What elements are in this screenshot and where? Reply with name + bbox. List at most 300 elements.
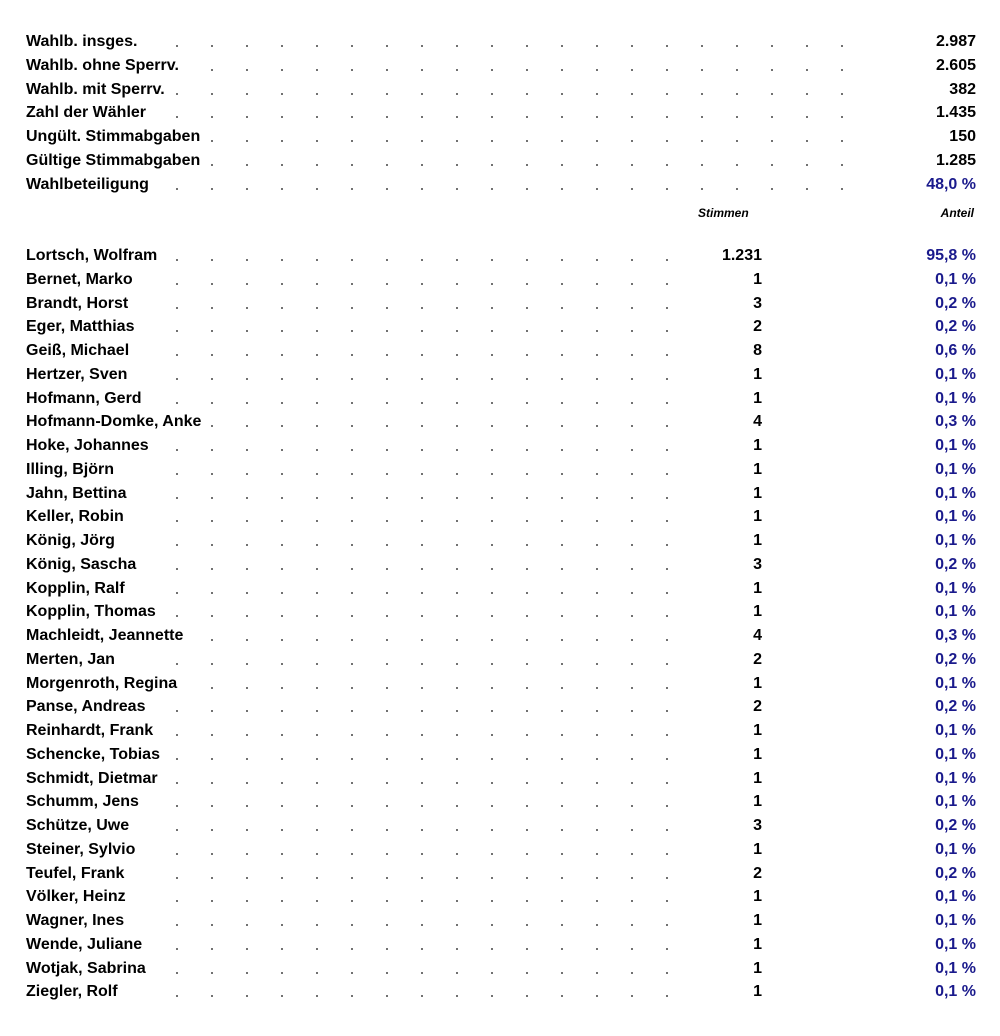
leader-dot — [386, 663, 388, 665]
leader-dot — [176, 544, 178, 546]
candidate-votes: 3 — [749, 292, 762, 316]
leader-dot — [281, 758, 283, 760]
candidate-votes: 1 — [749, 909, 762, 933]
leader-dot — [491, 188, 493, 190]
candidate-share: 0,1 % — [931, 505, 976, 529]
leader-dot — [456, 782, 458, 784]
leader-dot — [561, 164, 563, 166]
leader-dot — [386, 782, 388, 784]
leader-dot — [246, 592, 248, 594]
leader-dot — [666, 93, 668, 95]
candidate-share: 0,2 % — [931, 814, 976, 838]
leader-dot — [771, 45, 773, 47]
leader-dot — [456, 164, 458, 166]
dot-leader — [26, 505, 976, 529]
candidate-name: Ziegler, Rolf — [26, 980, 122, 1004]
leader-dot — [351, 330, 353, 332]
leader-dot — [631, 140, 633, 142]
leader-dot — [211, 592, 213, 594]
leader-dot — [491, 758, 493, 760]
dot-leader — [26, 339, 976, 363]
leader-dot — [351, 805, 353, 807]
leader-dot — [491, 378, 493, 380]
candidate-name: Reinhardt, Frank — [26, 719, 157, 743]
leader-dot — [491, 283, 493, 285]
leader-dot — [246, 69, 248, 71]
leader-dot — [421, 805, 423, 807]
leader-dot — [351, 972, 353, 974]
leader-dot — [631, 188, 633, 190]
leader-dot — [491, 568, 493, 570]
leader-dot — [421, 734, 423, 736]
leader-dot — [561, 687, 563, 689]
leader-dot — [596, 924, 598, 926]
leader-dot — [351, 164, 353, 166]
candidate-row — [26, 957, 976, 981]
candidate-share: 0,1 % — [931, 363, 976, 387]
leader-dot — [316, 710, 318, 712]
leader-dot — [246, 283, 248, 285]
leader-dot — [666, 877, 668, 879]
leader-dot — [211, 259, 213, 261]
leader-dot — [351, 687, 353, 689]
leader-dot — [211, 45, 213, 47]
leader-dot — [456, 592, 458, 594]
leader-dot — [456, 116, 458, 118]
leader-dot — [421, 615, 423, 617]
leader-dot — [281, 544, 283, 546]
leader-dot — [281, 972, 283, 974]
leader-dot — [561, 330, 563, 332]
summary-value: 382 — [945, 78, 976, 102]
dot-leader — [26, 434, 976, 458]
leader-dot — [386, 69, 388, 71]
candidate-votes: 1 — [749, 767, 762, 791]
candidate-name: Bernet, Marko — [26, 268, 137, 292]
leader-dot — [456, 259, 458, 261]
leader-dot — [246, 140, 248, 142]
candidate-votes: 1 — [749, 268, 762, 292]
leader-dot — [316, 924, 318, 926]
dot-leader — [26, 743, 976, 767]
leader-dot — [596, 592, 598, 594]
leader-dot — [596, 402, 598, 404]
leader-dot — [596, 307, 598, 309]
leader-dot — [491, 140, 493, 142]
leader-dot — [386, 259, 388, 261]
leader-dot — [561, 402, 563, 404]
leader-dot — [666, 188, 668, 190]
leader-dot — [176, 829, 178, 831]
candidate-name: Kopplin, Ralf — [26, 577, 129, 601]
dot-leader — [26, 363, 976, 387]
leader-dot — [211, 900, 213, 902]
leader-dot — [631, 592, 633, 594]
leader-dot — [211, 449, 213, 451]
leader-dot — [666, 259, 668, 261]
leader-dot — [316, 354, 318, 356]
leader-dot — [386, 283, 388, 285]
leader-dot — [281, 829, 283, 831]
leader-dot — [386, 307, 388, 309]
leader-dot — [421, 995, 423, 997]
leader-dot — [386, 449, 388, 451]
leader-dot — [666, 568, 668, 570]
leader-dot — [281, 45, 283, 47]
leader-dot — [351, 259, 353, 261]
leader-dot — [211, 853, 213, 855]
leader-dot — [631, 639, 633, 641]
candidate-votes: 1 — [749, 885, 762, 909]
leader-dot — [596, 140, 598, 142]
leader-dot — [176, 402, 178, 404]
leader-dot — [351, 425, 353, 427]
leader-dot — [456, 924, 458, 926]
summary-value: 2.605 — [932, 54, 976, 78]
leader-dot — [176, 354, 178, 356]
leader-dot — [421, 924, 423, 926]
candidate-name: König, Sascha — [26, 553, 140, 577]
leader-dot — [281, 687, 283, 689]
leader-dot — [596, 782, 598, 784]
leader-dot — [666, 69, 668, 71]
leader-dot — [491, 330, 493, 332]
leader-dot — [351, 140, 353, 142]
leader-dot — [456, 425, 458, 427]
leader-dot — [526, 615, 528, 617]
leader-dot — [386, 93, 388, 95]
candidate-name: Hofmann-Domke, Anke — [26, 410, 205, 434]
leader-dot — [561, 449, 563, 451]
leader-dot — [176, 972, 178, 974]
leader-dot — [316, 687, 318, 689]
leader-dot — [386, 710, 388, 712]
leader-dot — [211, 734, 213, 736]
dot-leader — [26, 173, 976, 197]
leader-dot — [421, 687, 423, 689]
leader-dot — [771, 164, 773, 166]
leader-dot — [246, 805, 248, 807]
leader-dot — [281, 449, 283, 451]
leader-dot — [246, 354, 248, 356]
candidate-votes: 1 — [749, 482, 762, 506]
leader-dot — [281, 188, 283, 190]
leader-dot — [666, 497, 668, 499]
leader-dot — [456, 69, 458, 71]
leader-dot — [246, 995, 248, 997]
leader-dot — [666, 758, 668, 760]
leader-dot — [176, 710, 178, 712]
leader-dot — [806, 93, 808, 95]
leader-dot — [596, 948, 598, 950]
leader-dot — [456, 330, 458, 332]
leader-dot — [771, 69, 773, 71]
leader-dot — [666, 140, 668, 142]
leader-dot — [281, 140, 283, 142]
candidate-name: Machleidt, Jeannette — [26, 624, 187, 648]
candidate-name: Schmidt, Dietmar — [26, 767, 162, 791]
leader-dot — [386, 544, 388, 546]
candidate-share: 0,1 % — [931, 838, 976, 862]
leader-dot — [666, 283, 668, 285]
leader-dot — [456, 995, 458, 997]
leader-dot — [631, 948, 633, 950]
candidate-votes: 1 — [749, 363, 762, 387]
votes-column-header: Stimmen — [698, 206, 749, 220]
leader-dot — [596, 615, 598, 617]
leader-dot — [666, 330, 668, 332]
leader-dot — [526, 924, 528, 926]
leader-dot — [456, 307, 458, 309]
leader-dot — [456, 853, 458, 855]
leader-dot — [526, 877, 528, 879]
leader-dot — [701, 69, 703, 71]
leader-dot — [631, 402, 633, 404]
leader-dot — [351, 307, 353, 309]
candidate-row — [26, 410, 976, 434]
leader-dot — [631, 758, 633, 760]
leader-dot — [421, 164, 423, 166]
candidate-name: Hofmann, Gerd — [26, 387, 146, 411]
leader-dot — [666, 45, 668, 47]
summary-label: Wahlb. ohne Sperrv. — [26, 54, 183, 78]
candidate-share: 0,3 % — [931, 624, 976, 648]
candidate-share: 0,2 % — [931, 292, 976, 316]
leader-dot — [631, 425, 633, 427]
candidate-name: Jahn, Bettina — [26, 482, 130, 506]
leader-dot — [316, 805, 318, 807]
leader-dot — [211, 639, 213, 641]
dot-leader — [26, 30, 976, 54]
leader-dot — [211, 805, 213, 807]
leader-dot — [351, 378, 353, 380]
leader-dot — [386, 164, 388, 166]
candidate-votes: 1.231 — [718, 244, 762, 268]
dot-leader — [26, 909, 976, 933]
leader-dot — [316, 45, 318, 47]
leader-dot — [666, 805, 668, 807]
leader-dot — [491, 995, 493, 997]
leader-dot — [456, 473, 458, 475]
leader-dot — [176, 330, 178, 332]
leader-dot — [631, 378, 633, 380]
leader-dot — [386, 188, 388, 190]
leader-dot — [736, 69, 738, 71]
candidate-row — [26, 553, 976, 577]
leader-dot — [456, 663, 458, 665]
leader-dot — [456, 45, 458, 47]
leader-dot — [526, 188, 528, 190]
leader-dot — [386, 687, 388, 689]
leader-dot — [386, 995, 388, 997]
leader-dot — [456, 544, 458, 546]
leader-dot — [211, 378, 213, 380]
leader-dot — [561, 568, 563, 570]
leader-dot — [351, 829, 353, 831]
candidate-name: Steiner, Sylvio — [26, 838, 139, 862]
leader-dot — [631, 164, 633, 166]
leader-dot — [176, 473, 178, 475]
leader-dot — [631, 924, 633, 926]
leader-dot — [701, 45, 703, 47]
leader-dot — [631, 69, 633, 71]
leader-dot — [806, 140, 808, 142]
leader-dot — [281, 164, 283, 166]
leader-dot — [246, 307, 248, 309]
leader-dot — [316, 853, 318, 855]
leader-dot — [421, 853, 423, 855]
candidate-name: Wotjak, Sabrina — [26, 957, 150, 981]
candidate-votes: 1 — [749, 600, 762, 624]
leader-dot — [491, 639, 493, 641]
leader-dot — [666, 473, 668, 475]
leader-dot — [631, 663, 633, 665]
leader-dot — [246, 829, 248, 831]
leader-dot — [526, 354, 528, 356]
leader-dot — [281, 805, 283, 807]
leader-dot — [596, 877, 598, 879]
leader-dot — [631, 473, 633, 475]
leader-dot — [316, 900, 318, 902]
candidate-name: Kopplin, Thomas — [26, 600, 160, 624]
leader-dot — [666, 829, 668, 831]
leader-dot — [351, 995, 353, 997]
leader-dot — [526, 805, 528, 807]
leader-dot — [631, 568, 633, 570]
leader-dot — [176, 307, 178, 309]
leader-dot — [316, 663, 318, 665]
leader-dot — [456, 972, 458, 974]
leader-dot — [561, 116, 563, 118]
leader-dot — [211, 829, 213, 831]
leader-dot — [386, 592, 388, 594]
leader-dot — [386, 473, 388, 475]
candidate-votes: 1 — [749, 458, 762, 482]
leader-dot — [246, 449, 248, 451]
leader-dot — [281, 307, 283, 309]
leader-dot — [421, 259, 423, 261]
leader-dot — [491, 473, 493, 475]
leader-dot — [351, 93, 353, 95]
candidate-name: Wende, Juliane — [26, 933, 146, 957]
leader-dot — [176, 900, 178, 902]
leader-dot — [246, 544, 248, 546]
leader-dot — [351, 283, 353, 285]
leader-dot — [421, 402, 423, 404]
leader-dot — [246, 639, 248, 641]
leader-dot — [596, 69, 598, 71]
candidate-share: 0,6 % — [931, 339, 976, 363]
leader-dot — [596, 378, 598, 380]
leader-dot — [701, 140, 703, 142]
summary-row — [26, 149, 976, 173]
leader-dot — [211, 188, 213, 190]
leader-dot — [211, 69, 213, 71]
leader-dot — [561, 45, 563, 47]
leader-dot — [386, 639, 388, 641]
candidate-row — [26, 909, 976, 933]
candidate-share: 0,1 % — [931, 743, 976, 767]
leader-dot — [561, 283, 563, 285]
leader-dot — [211, 663, 213, 665]
candidate-name: Morgenroth, Regina — [26, 672, 181, 696]
leader-dot — [596, 520, 598, 522]
leader-dot — [351, 734, 353, 736]
leader-dot — [316, 473, 318, 475]
leader-dot — [456, 93, 458, 95]
leader-dot — [666, 663, 668, 665]
candidate-name: Panse, Andreas — [26, 695, 149, 719]
leader-dot — [596, 544, 598, 546]
summary-value: 2.987 — [932, 30, 976, 54]
leader-dot — [561, 259, 563, 261]
candidate-row — [26, 743, 976, 767]
leader-dot — [246, 520, 248, 522]
leader-dot — [351, 116, 353, 118]
leader-dot — [561, 995, 563, 997]
leader-dot — [211, 995, 213, 997]
leader-dot — [351, 402, 353, 404]
leader-dot — [176, 283, 178, 285]
candidate-name: König, Jörg — [26, 529, 119, 553]
leader-dot — [246, 782, 248, 784]
leader-dot — [666, 972, 668, 974]
summary-value: 48,0 % — [922, 173, 976, 197]
candidate-name: Hoke, Johannes — [26, 434, 153, 458]
leader-dot — [596, 283, 598, 285]
leader-dot — [211, 520, 213, 522]
leader-dot — [246, 93, 248, 95]
leader-dot — [421, 93, 423, 95]
leader-dot — [596, 259, 598, 261]
leader-dot — [421, 378, 423, 380]
candidate-row — [26, 505, 976, 529]
leader-dot — [666, 639, 668, 641]
candidate-share: 0,1 % — [931, 933, 976, 957]
leader-dot — [666, 948, 668, 950]
candidate-share: 0,2 % — [931, 553, 976, 577]
leader-dot — [456, 568, 458, 570]
leader-dot — [561, 354, 563, 356]
leader-dot — [351, 877, 353, 879]
leader-dot — [351, 924, 353, 926]
leader-dot — [246, 378, 248, 380]
leader-dot — [211, 972, 213, 974]
leader-dot — [771, 140, 773, 142]
leader-dot — [561, 805, 563, 807]
leader-dot — [386, 805, 388, 807]
leader-dot — [316, 520, 318, 522]
leader-dot — [491, 805, 493, 807]
summary-row — [26, 30, 976, 54]
leader-dot — [631, 520, 633, 522]
leader-dot — [456, 283, 458, 285]
leader-dot — [701, 188, 703, 190]
leader-dot — [281, 924, 283, 926]
summary-label: Wahlb. insges. — [26, 30, 141, 54]
leader-dot — [666, 615, 668, 617]
dot-leader — [26, 244, 976, 268]
leader-dot — [211, 758, 213, 760]
leader-dot — [246, 497, 248, 499]
leader-dot — [176, 449, 178, 451]
leader-dot — [421, 829, 423, 831]
leader-dot — [561, 473, 563, 475]
leader-dot — [421, 473, 423, 475]
candidate-name: Wagner, Ines — [26, 909, 128, 933]
leader-dot — [491, 259, 493, 261]
leader-dot — [246, 402, 248, 404]
